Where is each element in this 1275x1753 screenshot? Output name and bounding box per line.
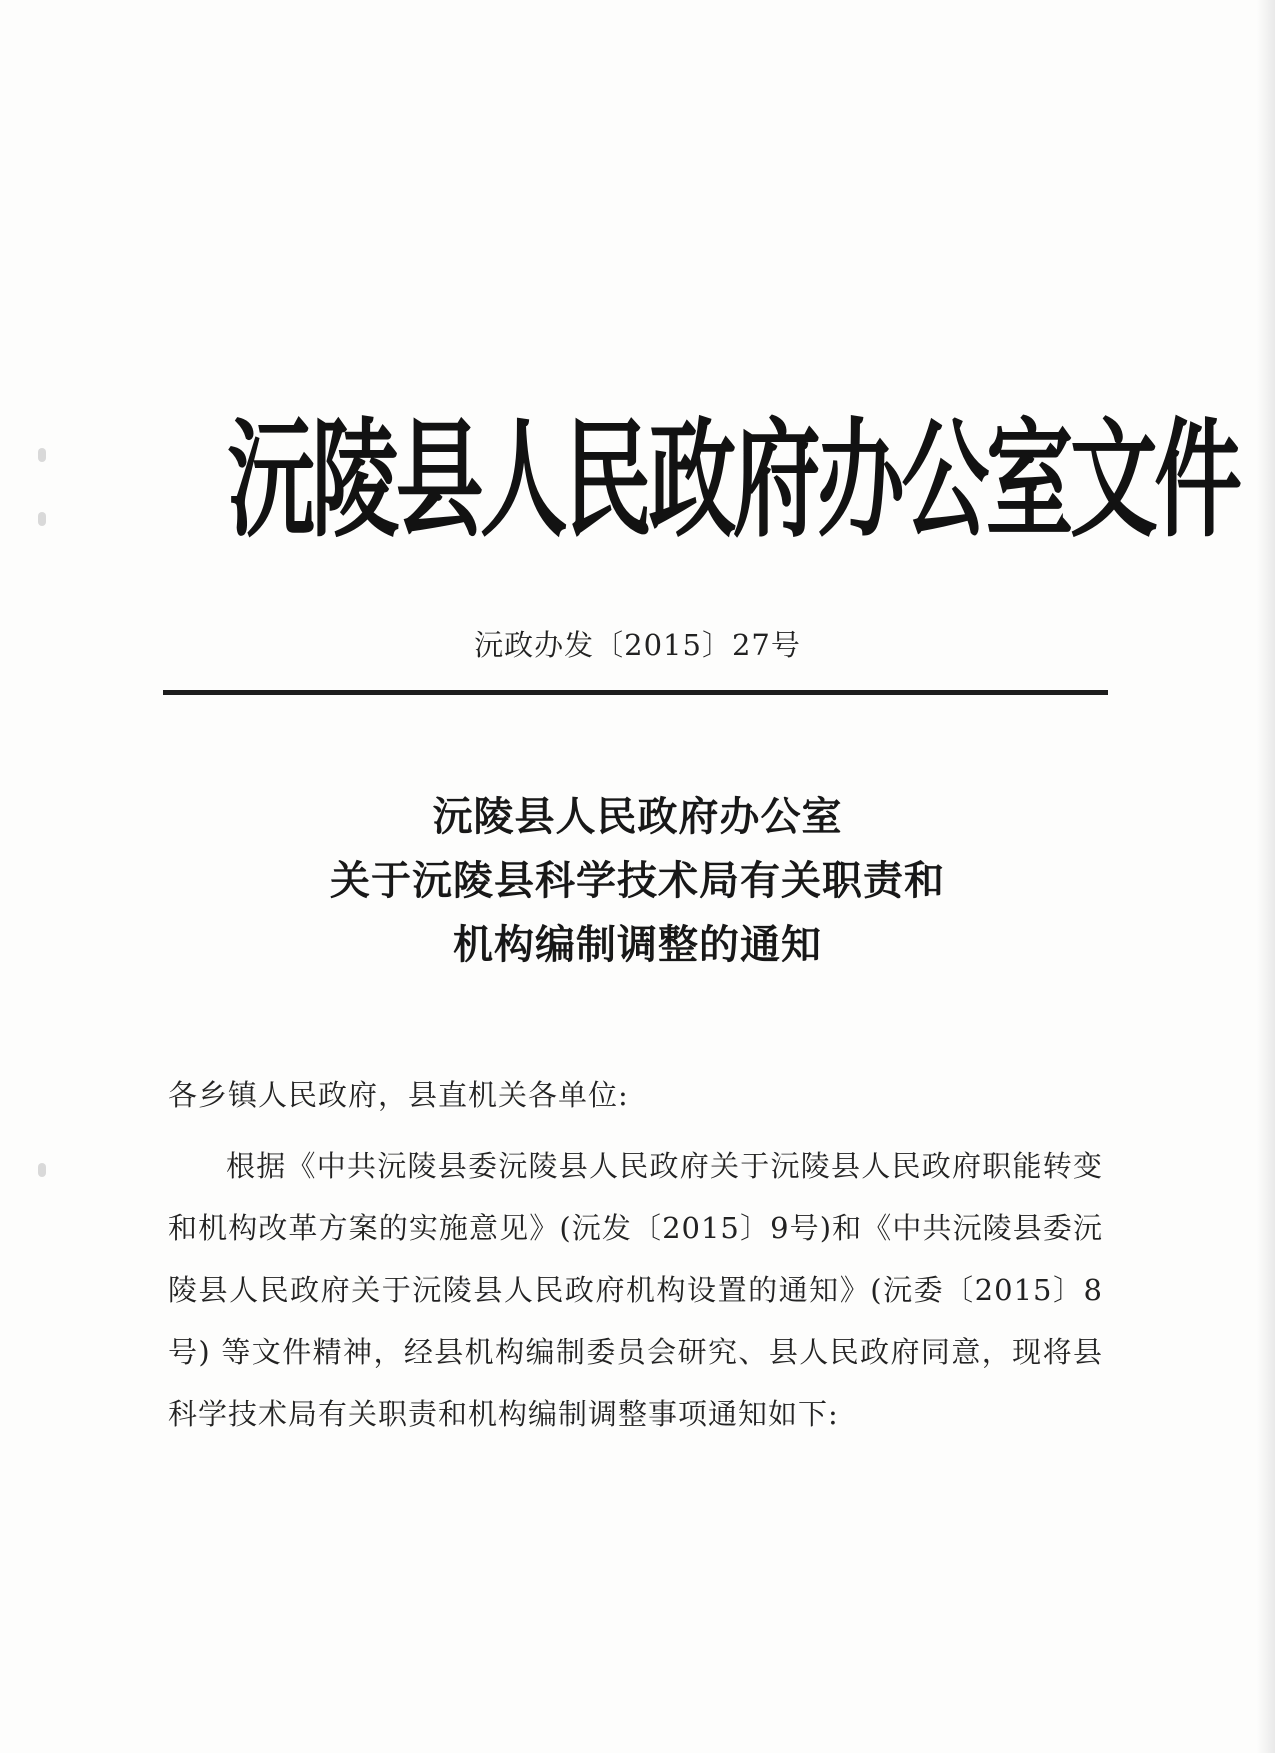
body-paragraph: 根据《中共沅陵县委沅陵县人民政府关于沅陵县人民政府职能转变和机构改革方案的实施意见》(沅发〔2015〕9号)和《中共沅陵县委沅陵县人民政府关于沅陵县人民政府机构设置的通知》(沅委〔2015〕8号) 等文件精神，经县机构编制委员会研究、县人民政府同意，现将县科学技术局有关职责和机构编制调整事项通知如下: — [168, 1149, 1103, 1431]
addressee: 各乡镇人民政府，县直机关各单位: — [168, 1078, 629, 1112]
notice-title — [0, 785, 1275, 977]
notice-title-line-2: 关于沅陵县科学技术局有关职责和 — [330, 857, 945, 904]
binding-hole — [38, 512, 46, 526]
notice-title-line-3: 机构编制调整的通知 — [453, 921, 822, 968]
header-divider-rule — [163, 690, 1108, 695]
binding-hole — [38, 448, 46, 462]
document-header-title: 沅陵县人民政府办公室文件 — [227, 405, 1239, 555]
binding-hole — [38, 1163, 46, 1177]
document-number: 沅政办发〔2015〕27号 — [474, 628, 801, 662]
notice-title-line-1: 沅陵县人民政府办公室 — [432, 793, 843, 840]
